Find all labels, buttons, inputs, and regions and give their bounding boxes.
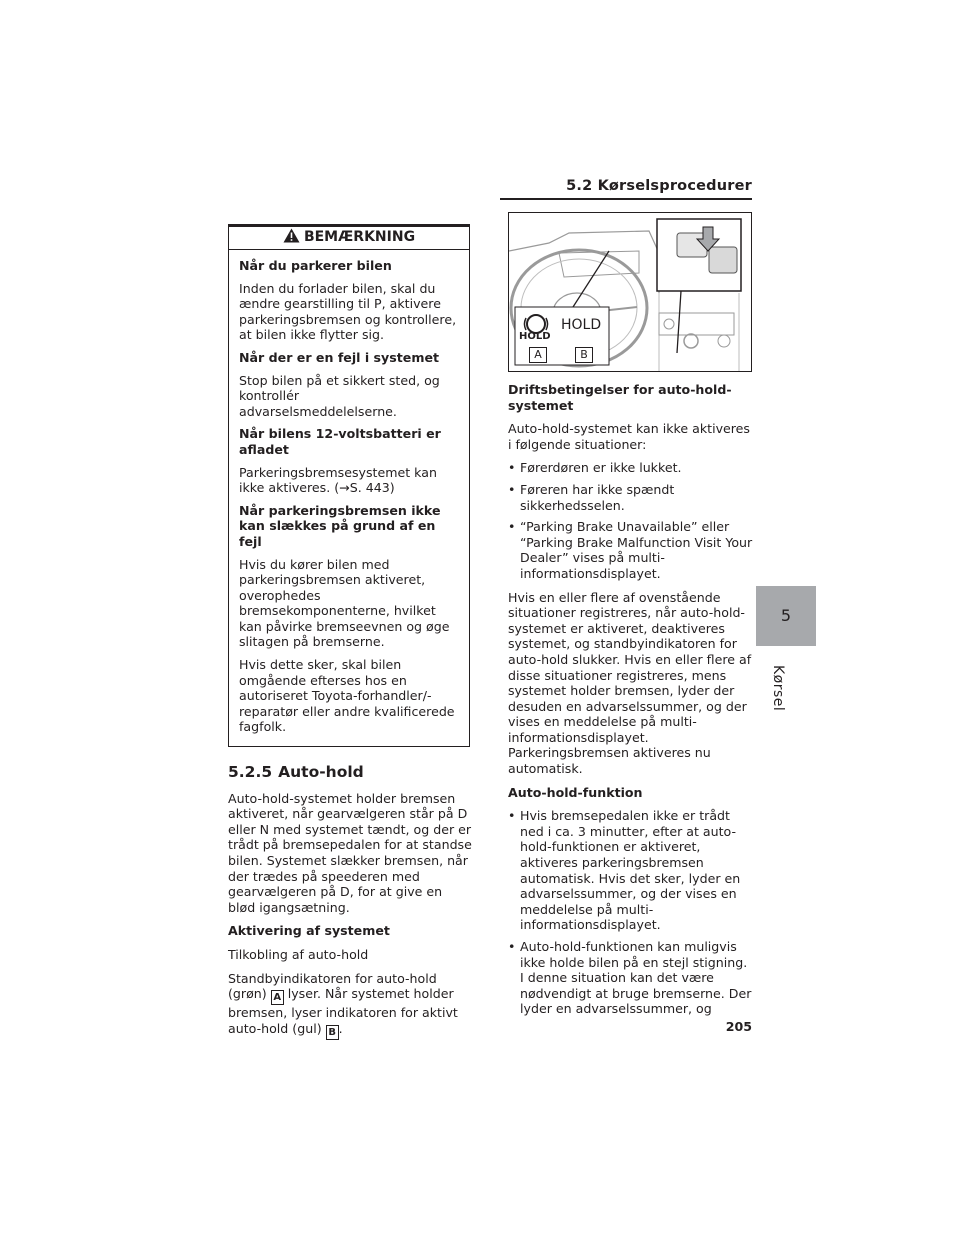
notice-text: Inden du forlader bilen, skal du ændre gearstilling til P, aktivere parkeringsbremsen og kontrollere, at bilen ikke flytter sig. (239, 280, 457, 343)
list-item: • Føreren har ikke spændt sikkerhedsselen. (508, 482, 754, 513)
header-rule (500, 198, 752, 200)
list-item: • “Parking Brake Unavailable” eller “Parking Brake Malfunction Visit Your Dealer” vises på multi-informationsdisplayet. (508, 519, 754, 581)
activation-heading: Aktivering af systemet (228, 923, 390, 939)
chapter-label: Kørsel (770, 665, 786, 712)
notice-text: Parkeringsbremsesystemet kan ikke aktiveres. (→S. 443) (239, 464, 437, 496)
function-list (508, 808, 754, 1017)
activation-text: Tilkobling af auto-hold (228, 946, 369, 962)
notice-text: Hvis dette sker, skal bilen omgående efterses hos en autoriseret Toyota-forhandler/-reparatør eller andre kvalificerede fagfolk. (239, 657, 455, 735)
indicator-text-2: lyser. Når systemet holder bremsen, lyser indikatoren for aktivt auto-hold (gul) (228, 986, 458, 1036)
badge-b: B (326, 1025, 339, 1040)
auto-hold-figure (508, 212, 752, 372)
left-column (228, 224, 472, 1048)
notice-header (229, 227, 469, 250)
conditions-intro: Auto-hold-systemet kan ikke aktiveres i følgende situationer: (508, 421, 750, 452)
notice-text: Stop bilen på et sikkert sted, og kontrollér advarselsmeddelelserne. (239, 372, 440, 419)
section-intro: Auto-hold-systemet holder bremsen aktiveret, når gearvælgeren står på D eller N med systemet tændt, og der er trådt på bremsepedalen for at standse bilen. Systemet slækker bremsen, når der trædes på speederen med gearvælgeren på D, for at give en blød igangsætning. (228, 790, 472, 915)
hold-label-big: HOLD (561, 317, 602, 333)
notice-box (228, 224, 470, 747)
list-item: • Hvis bremsepedalen ikke er trådt ned i ca. 3 minutter, efter at auto-hold-funktionen er aktiveret, aktiveres parkeringsbremsen automatisk. Hvis det sker, lyder en advarselssummer, og der vises en meddelelse på multi-informationsdisplayet. (508, 808, 754, 933)
right-column (508, 382, 754, 1025)
notice-heading: Når parkeringsbremsen ikke kan slækkes på grund af en fejl (239, 502, 441, 549)
conditions-heading: Driftsbetingelser for auto-hold-systemet (508, 382, 732, 413)
badge-a: A (271, 990, 284, 1005)
indicator-text-3: . (338, 1020, 343, 1036)
page-number: 205 (725, 1019, 752, 1034)
section-title: Auto-hold (278, 763, 364, 782)
section-heading (228, 765, 472, 781)
list-item: • Førerdøren er ikke lukket. (508, 460, 754, 476)
notice-heading: Når du parkerer bilen (239, 258, 392, 273)
function-heading: Auto-hold-funktion (508, 784, 643, 800)
notice-heading: Når der er en fejl i systemet (239, 349, 439, 365)
notice-title: BEMÆRKNING (303, 229, 416, 246)
conditions-after: Hvis en eller flere af ovenstående situationer registreres, når auto-hold-systemet er aktiveret, deaktiveres systemet, og standbyindikatoren for auto-hold slukker. Hvis en eller flere af disse situationer registreres, mens systemet holder bremsen, lyder der desuden en advarselssummer, og der vises en meddelelse på multi-informationsdisplayet. Parkeringsbremsen aktiveres nu automatisk. (508, 589, 752, 777)
figure-label-a: A (529, 347, 547, 363)
hold-label-small: HOLD (519, 331, 551, 342)
indicator-paragraph (228, 971, 472, 1040)
notice-text: Hvis du kører bilen med parkeringsbremsen aktiveret, overophedes bremsekomponenterne, hvilket kan påvirke bremseevnen og øge slitagen på bremserne. (239, 556, 450, 650)
section-number: 5.2.5 (228, 763, 273, 782)
chapter-tab: 5 (756, 586, 816, 646)
notice-heading: Når bilens 12-voltsbatteri er afladet (239, 426, 441, 457)
running-header: 5.2 Kørselsprocedurer (566, 178, 752, 194)
list-item: • Auto-hold-funktionen kan muligvis ikke holde bilen på en stejl stigning. I denne situation kan det være nødvendigt at bruge bremserne. Der lyder en advarselssummer, og (508, 939, 754, 1017)
indicator-text-1: Standbyindikatoren for auto-hold (grøn) (228, 970, 437, 1002)
figure-label-b: B (575, 347, 593, 363)
warning-icon (283, 228, 300, 248)
notice-body (229, 250, 469, 746)
conditions-list (508, 460, 754, 581)
